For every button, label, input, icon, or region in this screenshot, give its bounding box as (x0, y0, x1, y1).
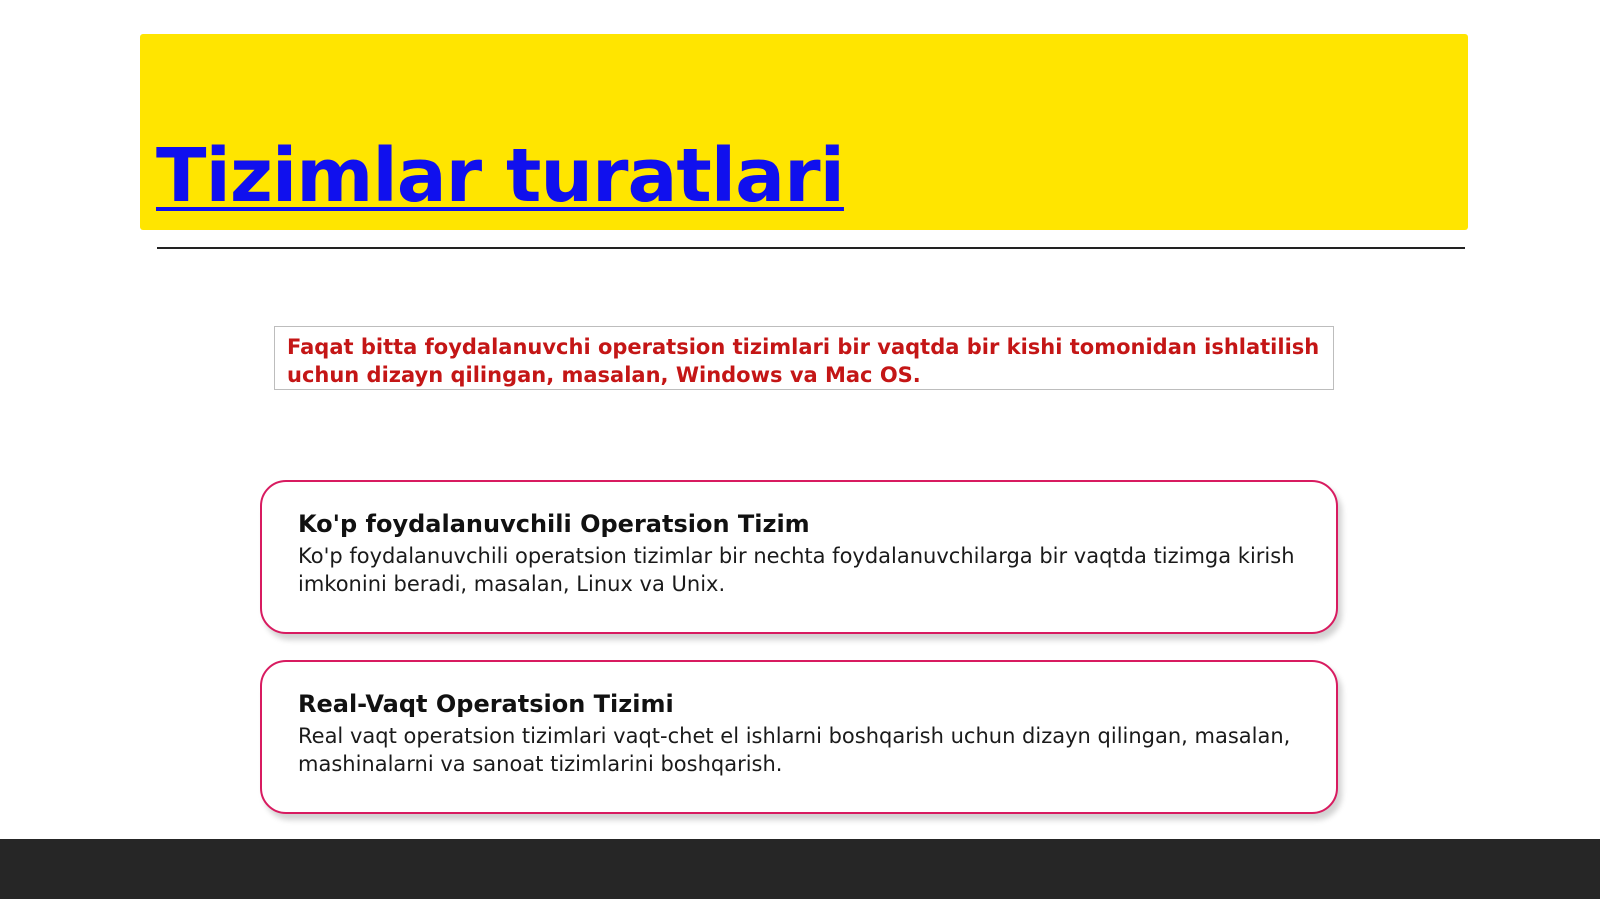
card-text: Real vaqt operatsion tizimlari vaqt-chet el ishlarni boshqarish uchun dizayn qilingan, masalan, mashinalarni va sanoat tizimlarini boshqarish. (298, 724, 1291, 776)
callout-text: Faqat bitta foydalanuvchi operatsion tizimlari bir vaqtda bir kishi tomonidan ishlatilish uchun dizayn qilingan, masalan, Windows va Mac OS. (287, 335, 1320, 387)
card-text: Ko'p foydalanuvchili operatsion tizimlar bir nechta foydalanuvchilarga bir vaqtda tizimga kirish imkonini beradi, masalan, Linux va Unix. (298, 544, 1295, 596)
card-multi-user (260, 480, 1338, 634)
footer-bar (0, 839, 1600, 899)
card-title: Real-Vaqt Operatsion Tizimi (298, 690, 674, 718)
title-divider (157, 247, 1465, 249)
card-real-time (260, 660, 1338, 814)
slide-title[interactable]: Tizimlar turatlari (156, 133, 844, 219)
card-title: Ko'p foydalanuvchili Operatsion Tizim (298, 510, 810, 538)
callout-box (274, 326, 1334, 390)
